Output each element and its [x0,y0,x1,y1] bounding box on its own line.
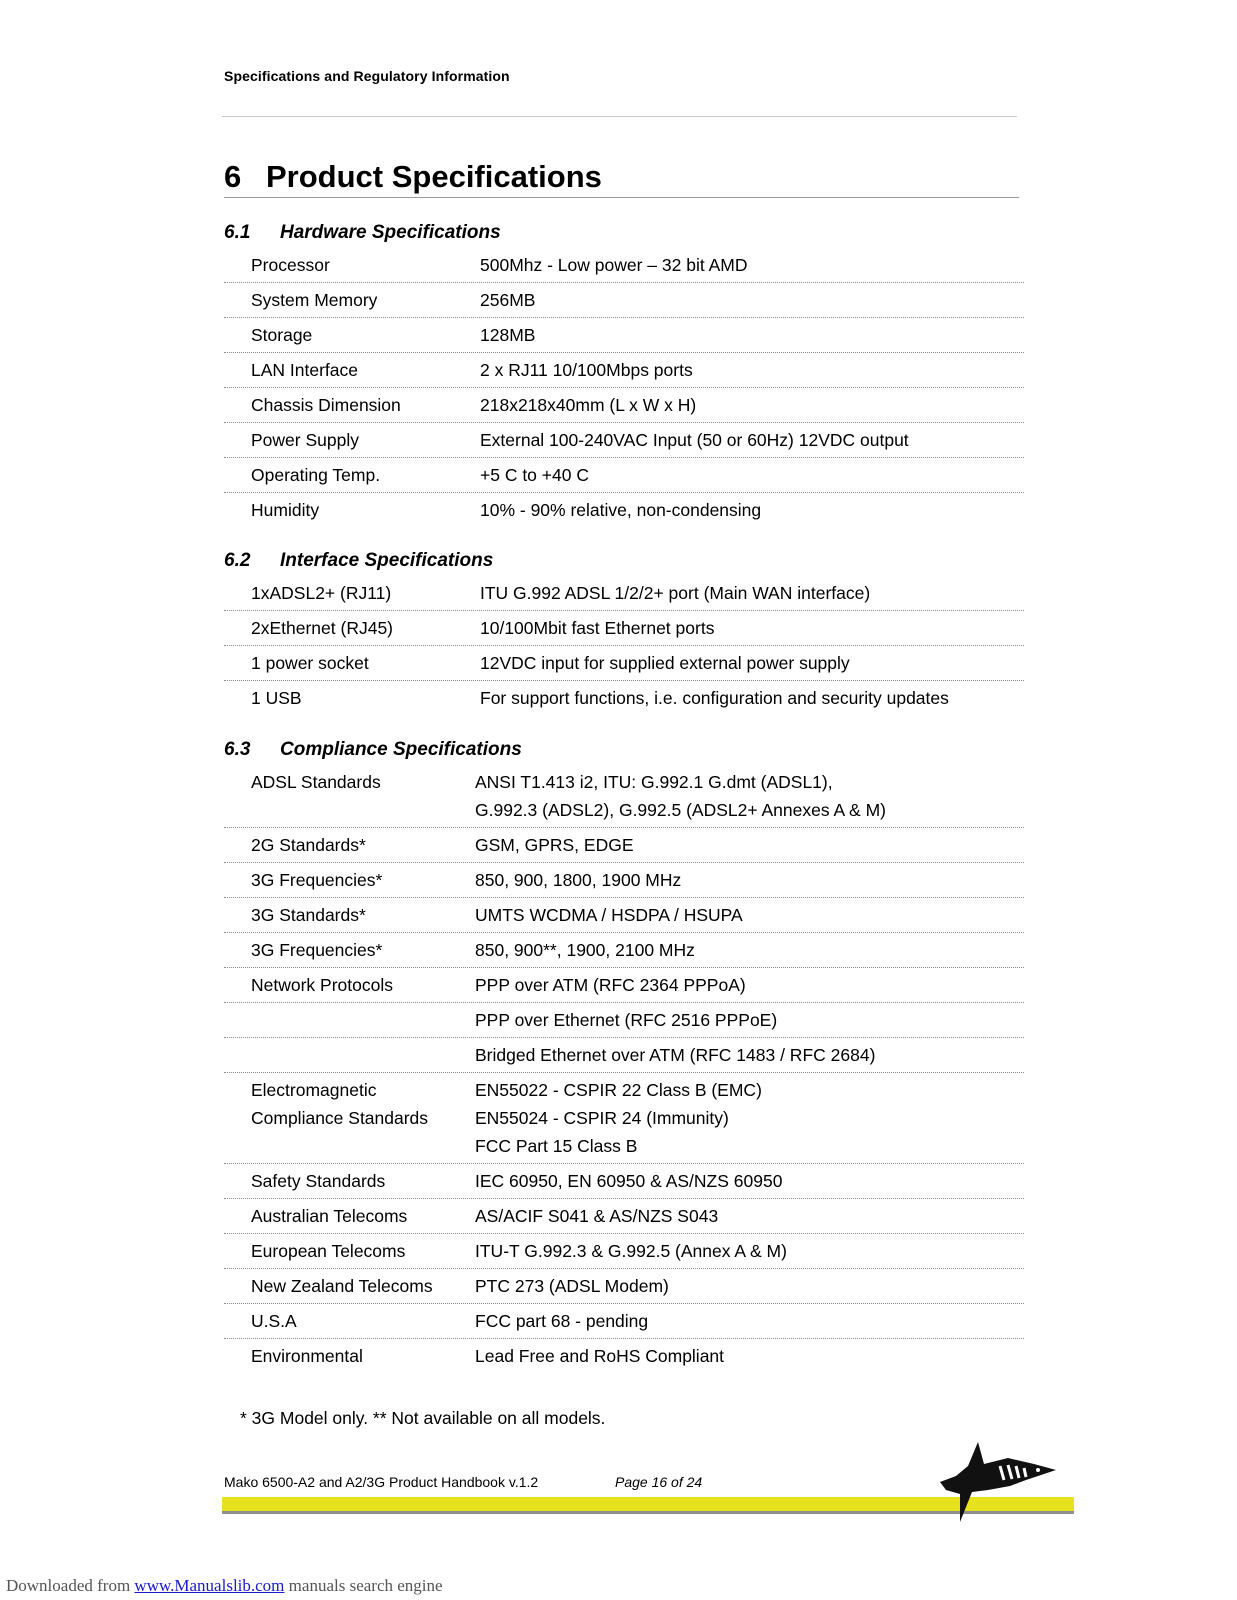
spec-label [224,1076,475,1132]
spec-value-line: PPP over ATM (RFC 2364 PPPoA) [475,975,746,995]
spec-label [224,684,480,712]
spec-value-line: Lead Free and RoHS Compliant [475,1346,725,1366]
download-prefix: Downloaded from [6,1576,135,1595]
chapter-title [224,158,1019,198]
spec-value [475,866,1024,894]
spec-label [224,356,480,384]
table-row [224,318,1024,353]
spec-label-line: New Zealand Telecoms [251,1276,433,1296]
section-compliance-specifications [224,735,1024,1373]
spec-value-line: FCC part 68 - pending [475,1311,649,1331]
table-row [224,1234,1024,1269]
section-title: Hardware Specifications [280,222,501,243]
spec-value [475,1006,1024,1034]
running-header: Specifications and Regulatory Information [224,68,510,84]
spec-value [480,649,1024,677]
spec-value [480,286,1024,314]
spec-label-line: Processor [251,255,330,275]
section-hardware-specifications [224,218,1024,527]
spec-label-line: Operating Temp. [251,465,381,485]
table-row [224,611,1024,646]
section-heading [224,546,1024,576]
spec-value [475,1272,1024,1300]
table-row [224,898,1024,933]
spec-label [224,1202,475,1230]
table-row [224,863,1024,898]
spec-value [475,1307,1024,1335]
footnote: * 3G Model only. ** Not available on all models. [240,1408,606,1428]
spec-label [224,251,480,279]
spec-label [224,1307,475,1335]
table-row [224,646,1024,681]
spec-value-line: AS/ACIF S041 & AS/NZS S043 [475,1206,719,1226]
spec-value [475,768,1024,824]
spec-value-line: FCC Part 15 Class B [475,1136,638,1156]
spec-value-line: For support functions, i.e. configuration and security updates [480,688,949,708]
table-row [224,283,1024,318]
spec-value-line: ANSI T1.413 i2, ITU: G.992.1 G.dmt (ADSL1), [475,772,833,792]
table-row [224,458,1024,493]
spec-label-line: Australian Telecoms [251,1206,408,1226]
table-row [224,968,1024,1003]
spec-value [480,496,1024,524]
spec-value-line: 256MB [480,290,536,310]
section-number: 6.3 [224,739,251,760]
spec-label [224,1167,475,1195]
spec-label-line: Safety Standards [251,1171,386,1191]
spec-value-line: 10/100Mbit fast Ethernet ports [480,618,715,638]
header-divider [222,116,1017,117]
manualslib-link[interactable]: www.Manualslib.com [134,1576,285,1595]
spec-value [475,901,1024,929]
spec-value [475,1237,1024,1265]
table-row [224,388,1024,423]
spec-value-line: 500Mhz - Low power – 32 bit AMD [480,255,748,275]
spec-value-line: UMTS WCDMA / HSDPA / HSUPA [475,905,743,925]
spec-label [224,831,475,859]
spec-value-line: PPP over Ethernet (RFC 2516 PPPoE) [475,1010,778,1030]
spec-label [224,1237,475,1265]
spec-value-line: +5 C to +40 C [480,465,589,485]
spec-value-line: 2 x RJ11 10/100Mbps ports [480,360,693,380]
spec-value-line: 10% - 90% relative, non-condensing [480,500,762,520]
download-suffix: manuals search engine [284,1576,443,1595]
spec-label [224,579,480,607]
spec-value [480,391,1024,419]
table-row [224,1003,1024,1038]
spec-label-line: 3G Standards* [251,905,366,925]
spec-label-line: Power Supply [251,430,359,450]
section-number: 6.1 [224,222,251,243]
spec-value [475,936,1024,964]
spec-label [224,614,480,642]
spec-label-line: 1 USB [251,688,302,708]
spec-label-line: U.S.A [251,1311,297,1331]
table-row [224,765,1024,828]
table-row [224,828,1024,863]
spec-label-line: Environmental [251,1346,363,1366]
spec-label [224,971,475,999]
spec-value [475,971,1024,999]
spec-label-line: 2G Standards* [251,835,366,855]
spec-label [224,1342,475,1370]
spec-value [480,356,1024,384]
spec-label [224,866,475,894]
spec-table [224,248,1024,527]
spec-label-line: 2xEthernet (RJ45) [251,618,394,638]
spec-label-line: Chassis Dimension [251,395,401,415]
spec-label-line: Network Protocols [251,975,393,995]
spec-label [224,1272,475,1300]
spec-value-line: 12VDC input for supplied external power supply [480,653,850,673]
spec-value [475,1202,1024,1230]
table-row [224,1269,1024,1304]
section-interface-specifications [224,546,1024,715]
spec-label-line: 1 power socket [251,653,369,673]
table-row [224,1339,1024,1373]
spec-label-line: Electromagnetic [251,1080,377,1100]
spec-value-line: EN55022 - CSPIR 22 Class B (EMC) [475,1080,762,1100]
table-row [224,576,1024,611]
spec-label-line: 3G Frequencies* [251,940,383,960]
spec-label-line: Compliance Standards [251,1108,429,1128]
table-row [224,1038,1024,1073]
table-row [224,248,1024,283]
spec-label [224,496,480,524]
spec-value-line: 850, 900, 1800, 1900 MHz [475,870,682,890]
spec-label-line: Humidity [251,500,320,520]
spec-label [224,286,480,314]
spec-label [224,321,480,349]
spec-label-line: LAN Interface [251,360,358,380]
spec-value [475,1076,1024,1160]
spec-value [480,461,1024,489]
spec-label-line: 1xADSL2+ (RJ11) [251,583,392,603]
spec-label-line: System Memory [251,290,378,310]
spec-value-line: PTC 273 (ADSL Modem) [475,1276,669,1296]
table-row [224,1073,1024,1164]
spec-value [480,251,1024,279]
table-row [224,423,1024,458]
table-row [224,1199,1024,1234]
spec-table [224,765,1024,1373]
chapter-title-text: Product Specifications [266,159,602,194]
spec-label [224,426,480,454]
download-source-line [6,1576,443,1596]
spec-value-line: 850, 900**, 1900, 2100 MHz [475,940,695,960]
shark-logo-icon [938,1440,1058,1524]
spec-value [480,614,1024,642]
table-row [224,681,1024,715]
spec-value-line: 128MB [480,325,536,345]
spec-value-line: 218x218x40mm (L x W x H) [480,395,697,415]
chapter-number: 6 [224,159,242,194]
spec-value-line: IEC 60950, EN 60950 & AS/NZS 60950 [475,1171,783,1191]
spec-label [224,901,475,929]
spec-value [480,684,1024,712]
spec-label-line: European Telecoms [251,1241,406,1261]
table-row [224,1164,1024,1199]
spec-value [480,426,1024,454]
spec-label-line: Storage [251,325,313,345]
table-row [224,353,1024,388]
spec-label [224,936,475,964]
spec-value-line: Bridged Ethernet over ATM (RFC 1483 / RFC 2684) [475,1045,876,1065]
spec-label-line: 3G Frequencies* [251,870,383,890]
table-row [224,933,1024,968]
spec-value [475,1041,1024,1069]
spec-value [475,831,1024,859]
spec-label [224,649,480,677]
table-row [224,1304,1024,1339]
spec-table [224,576,1024,715]
section-number: 6.2 [224,550,251,571]
spec-value-line: GSM, GPRS, EDGE [475,835,634,855]
spec-value [475,1342,1024,1370]
table-row [224,493,1024,527]
section-heading [224,735,1024,765]
footer-document-name: Mako 6500-A2 and A2/3G Product Handbook v.1.2 [224,1474,539,1490]
section-heading [224,218,1024,248]
spec-value [475,1167,1024,1195]
spec-value-line: G.992.3 (ADSL2), G.992.5 (ADSL2+ Annexes A & M) [475,800,886,820]
section-title: Compliance Specifications [280,739,522,760]
spec-value-line: ITU-T G.992.3 & G.992.5 (Annex A & M) [475,1241,787,1261]
section-title: Interface Specifications [280,550,494,571]
spec-label [224,391,480,419]
spec-label [224,768,475,796]
spec-value [480,579,1024,607]
spec-label [224,461,480,489]
footer-page-number: Page 16 of 24 [615,1474,703,1490]
spec-value-line: External 100-240VAC Input (50 or 60Hz) 12VDC output [480,430,909,450]
spec-value-line: ITU G.992 ADSL 1/2/2+ port (Main WAN interface) [480,583,871,603]
spec-value-line: EN55024 - CSPIR 24 (Immunity) [475,1108,729,1128]
spec-value [480,321,1024,349]
spec-label-line: ADSL Standards [251,772,381,792]
